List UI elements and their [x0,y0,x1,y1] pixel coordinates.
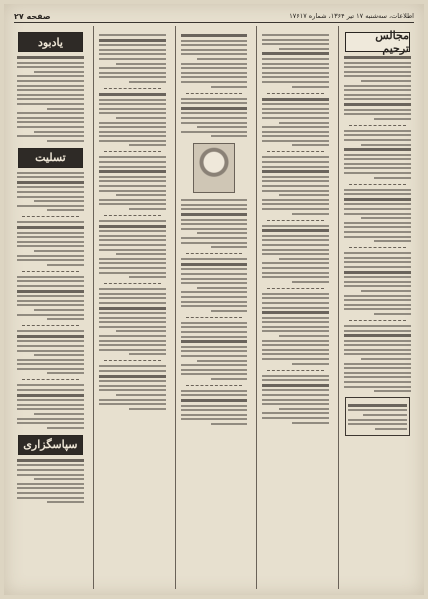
separator [104,151,161,152]
text-block [344,56,411,120]
section-heading-yadbood: یادبود [18,32,83,52]
separator [267,288,324,289]
text-block [344,252,411,315]
text-block [99,288,166,355]
text-block [99,220,166,278]
separator [186,93,243,94]
text-block [17,172,84,212]
text-block [344,325,411,392]
text-block [344,189,411,243]
text-block [344,130,411,179]
text-block [17,276,84,320]
text-block [181,258,248,312]
separator [267,370,324,371]
page-number: صفحه ۲۷ [14,11,51,21]
text-block [262,375,329,424]
portrait-photo [193,143,235,193]
column-4 [93,26,171,589]
text-block [17,459,84,503]
issue-line: اطلاعات، سه‌شنبه ۱۷ تیر ۱۳۶۴، شماره ۱۷۶۱۷ [289,12,414,20]
text-block [99,365,166,409]
column-3 [175,26,253,589]
column-condolence-gatherings [338,26,416,589]
column-notices [12,26,89,589]
text-block [262,98,329,147]
separator [22,271,79,272]
separator [22,216,79,217]
text-block [262,293,329,365]
text-block [181,199,248,248]
text-block [262,156,329,214]
text-block [181,34,248,88]
separator [104,283,161,284]
text-block [99,93,166,147]
section-heading-majales-tarhim: مجالس ترحیم [345,32,410,52]
separator [104,360,161,361]
boxed-notice [345,397,410,436]
separator [186,385,243,386]
separator [349,320,406,321]
text-block [99,34,166,83]
text-block [99,156,166,210]
newspaper-page [4,4,424,595]
separator [349,184,406,185]
separator [267,220,324,221]
separator [349,125,406,126]
page-header [14,10,414,23]
text-block [181,98,248,138]
separator [267,93,324,94]
text-block [17,384,84,428]
text-block [262,225,329,283]
separator [186,253,243,254]
text-block [181,390,248,425]
separator [267,151,324,152]
separator [22,379,79,380]
separator [22,325,79,326]
column-2 [256,26,334,589]
text-block [181,322,248,380]
text-block [262,34,329,88]
columns-container [12,26,416,589]
section-heading-tasliyat: تسلیت [18,148,83,168]
text-block [17,330,84,374]
text-block [17,56,84,142]
separator [349,247,406,248]
text-block [17,221,84,265]
separator [186,317,243,318]
separator [104,88,161,89]
separator [104,215,161,216]
section-heading-sepasgozari: سپاسگزاری [18,435,83,455]
